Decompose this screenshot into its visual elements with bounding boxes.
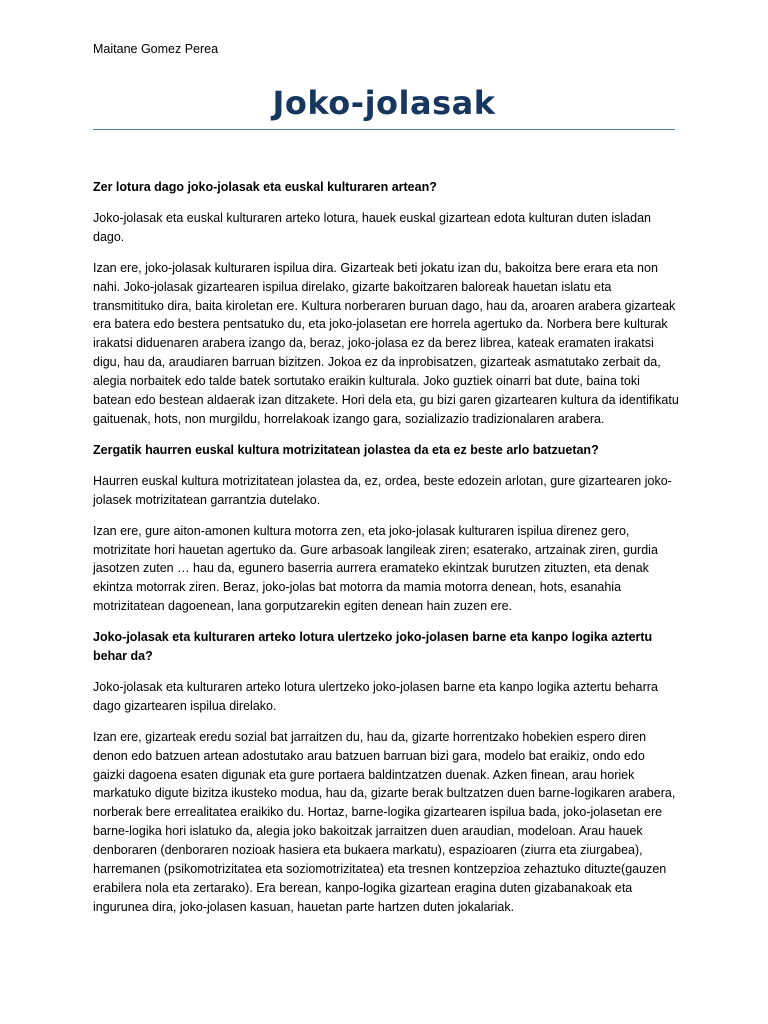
document-body (93, 178, 679, 929)
section-2-question: Zergatik haurren euskal kultura motrizitatean jolastea da eta ez beste arlo batzuetan? (93, 442, 599, 457)
document-title: Joko-jolasak (272, 84, 496, 122)
title-underline (93, 129, 675, 130)
section-3-answer: Joko-jolasak eta kulturaren arteko lotura ulertzeko joko-jolasen barne eta kanpo logika aztertu beharra dago gizartearen ispilua direlako. (93, 679, 658, 713)
section-3-explanation: Izan ere, gizarteak eredu sozial bat jarraitzen du, hau da, gizarte horrentzako hobekien espero diren denon edo batzuen artean adostutako arau batzuen barruan bizi gara, modelo bat eraikiz, ondo edo gaizki dagoena esaten digunak eta gure portaera baldintzatzen duenak. Azken finean, arau horiek markatuko digute bizitza ikusteko modua, hau da, gizarte berak bultzatzen duen barne-logikaren arabera, norberak bere errealitatea eraikiko du. Hortaz, barne-logika gizartearen ispilua bada, joko-jolasetan ere barne-logika hori islatuko da, alegia joko bakoitzak jarraitzen duen araudian, modeloan. Arau hauek denboraren (denboraren nozioak hasiera eta bukaera markatu), espazioaren (ziurra eta ziurgabea), harremanen (psikomotrizitatea eta soziomotrizitatea) eta tresnen kontzepzioa zehaztuko dituzte(gauzen erabilera nola eta zertarako). Era berean, kanpo-logika gizartean eragina duten gizabanakoak eta ingurunea dira, joko-jolasen kasuan, hauetan parte hartzen duten jokalariak. (93, 729, 676, 914)
section-2-answer: Haurren euskal kultura motrizitatean jolastea da, ez, ordea, beste edozein arlotan, gure gizartearen joko-jolasek motrizitatean garrantzia dutelako. (93, 473, 672, 507)
section-1-explanation: Izan ere, joko-jolasak kulturaren ispilua dira. Gizarteak beti jokatu izan du, bakoitza bere erara eta non nahi. Joko-jolasak gizartearen ispilua direlako, gizarte bakoitzaren baloreak hauetan islatu eta transmitituko dira, baita kiroletan ere. Kultura norberaren buruan dago, hau da, aroaren arabera gizarteak era batera edo bestera pentsatuko du, eta joko-jolasetan ere horrela agertuko da. Norbera bere kulturak irakatsi diduenaren arabera izango da, beraz, joko-jolasa ez da berez librea, kateak eramaten irakatsi digu, hau da, araudiaren barruan bizitzen. Jokoa ez da inprobisatzen, gizarteak asmatutako zerbait da, alegia norbaitek edo talde batek sortutako eraikin kulturala. Joko guztiek oinarri bat dute, baina toki batean edo bestean aldaerak izan ditzakete. Hori dela eta, gu bizi garen gizartearen kultura da identifikatu gaituenak, hots, non murgildu, horrelakoak izango gara, sozializazio tradizionalaren arabera. (93, 260, 679, 426)
section-1-question: Zer lotura dago joko-jolasak eta euskal kulturaren artean? (93, 180, 437, 194)
author-name: Maitane Gomez Perea (93, 42, 219, 56)
section-1-answer: Joko-jolasak eta euskal kulturaren arteko lotura, hauek euskal gizartean edota kulturan duten isladan dago. (93, 210, 651, 244)
section-3-question: Joko-jolasak eta kulturaren arteko lotura ulertzeko joko-jolasen barne eta kanpo logika aztertu behar da? (93, 630, 653, 664)
section-2-explanation: Izan ere, gure aiton-amonen kultura motorra zen, eta joko-jolasak kulturaren ispilua direnez gero, motrizitate hori hauetan agertuko da. Gure arbasoak langileak ziren; esaterako, artzainak ziren, gurdia jasotzen zuten … hau da, egunero baserria aurrera eramateko ekintzak burutzen zituzten, eta denak ekintza motorrak ziren. Beraz, joko-jolas bat motorra da mamia motorra denean, hots, esanahia motrizitatean dagoenean, lana gorputzarekin egiten denean hain zuzen ere. (93, 523, 658, 614)
